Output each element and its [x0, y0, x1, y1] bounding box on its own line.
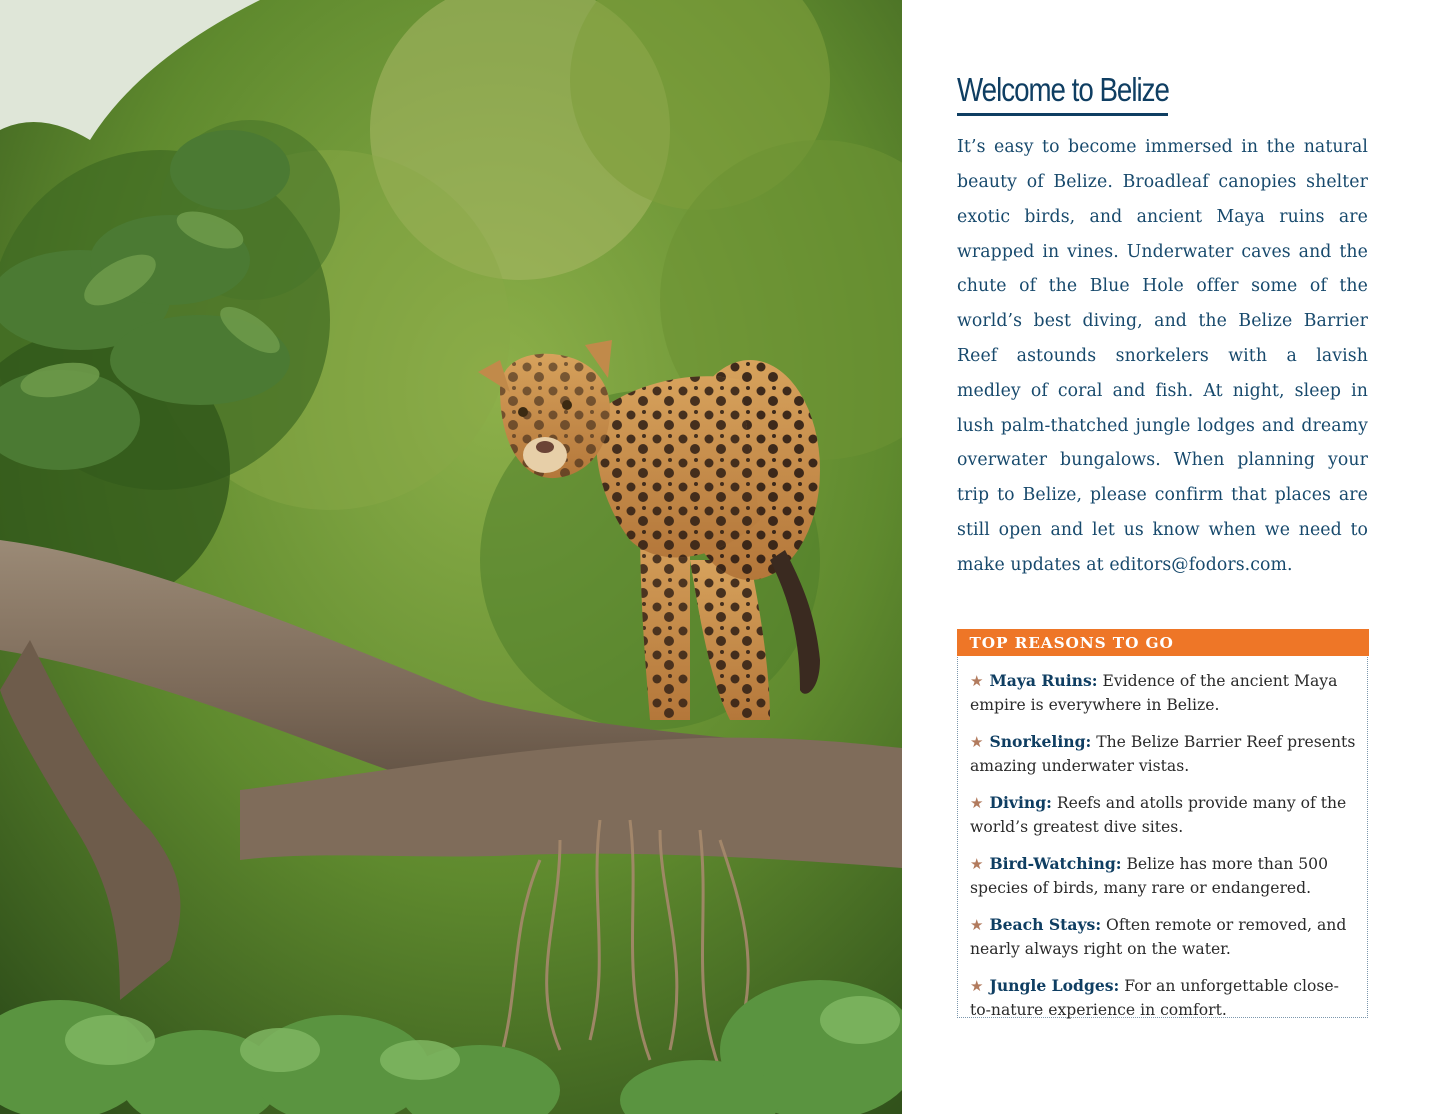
- reason-name: Diving:: [989, 793, 1052, 812]
- star-icon: ★: [970, 977, 984, 995]
- star-icon: ★: [970, 794, 984, 812]
- reason-item-bird-watching: [970, 852, 1357, 900]
- intro-section: [957, 72, 1368, 583]
- reason-name: Beach Stays:: [989, 915, 1102, 934]
- top-reasons-header: TOP REASONS TO GO: [957, 629, 1369, 656]
- star-icon: ★: [970, 672, 984, 690]
- page-title: Welcome to Belize: [957, 71, 1169, 108]
- reason-text: For an unforgettable close-to-nature experience in comfort.: [970, 977, 1339, 1019]
- reason-item-diving: [970, 791, 1357, 839]
- reason-name: Snorkeling:: [989, 732, 1092, 751]
- reason-name: Jungle Lodges:: [989, 976, 1120, 995]
- reason-text: The Belize Barrier Reef presents amazing underwater vistas.: [970, 733, 1356, 775]
- star-icon: ★: [970, 733, 984, 751]
- reason-item-maya-ruins: [970, 669, 1357, 717]
- reason-item-snorkeling: [970, 730, 1357, 778]
- reason-text: Often remote or removed, and nearly always right on the water.: [970, 916, 1347, 958]
- reason-name: Maya Ruins:: [989, 671, 1098, 690]
- top-reasons-box: [957, 629, 1368, 1018]
- title-underline: [957, 113, 1168, 116]
- star-icon: ★: [970, 855, 984, 873]
- reason-item-beach-stays: [970, 913, 1357, 961]
- intro-paragraph: It’s easy to become immersed in the natural beauty of Belize. Broadleaf canopies shelter exotic birds, and ancient Maya ruins are wrapped in vines. Underwater caves and the chute of the Blue Hole offer some of the world’s best diving, and the Belize Barrier Reef astounds snorkelers with a lavish medley of coral and fish. At night, sleep in lush palm-thatched jungle lodges and dreamy overwater bungalows. When planning your trip to Belize, please confirm that places are still open and let us know when we need to make updates at editors@fodors.com.: [957, 137, 1368, 575]
- reason-text: Reefs and atolls provide many of the world’s greatest dive sites.: [970, 794, 1347, 836]
- reason-text: Evidence of the ancient Maya empire is everywhere in Belize.: [970, 672, 1338, 714]
- star-icon: ★: [970, 916, 984, 934]
- reason-item-jungle-lodges: [970, 974, 1357, 1022]
- reason-name: Bird-Watching:: [989, 854, 1122, 873]
- reason-text: Belize has more than 500 species of birds, many rare or endangered.: [970, 855, 1329, 897]
